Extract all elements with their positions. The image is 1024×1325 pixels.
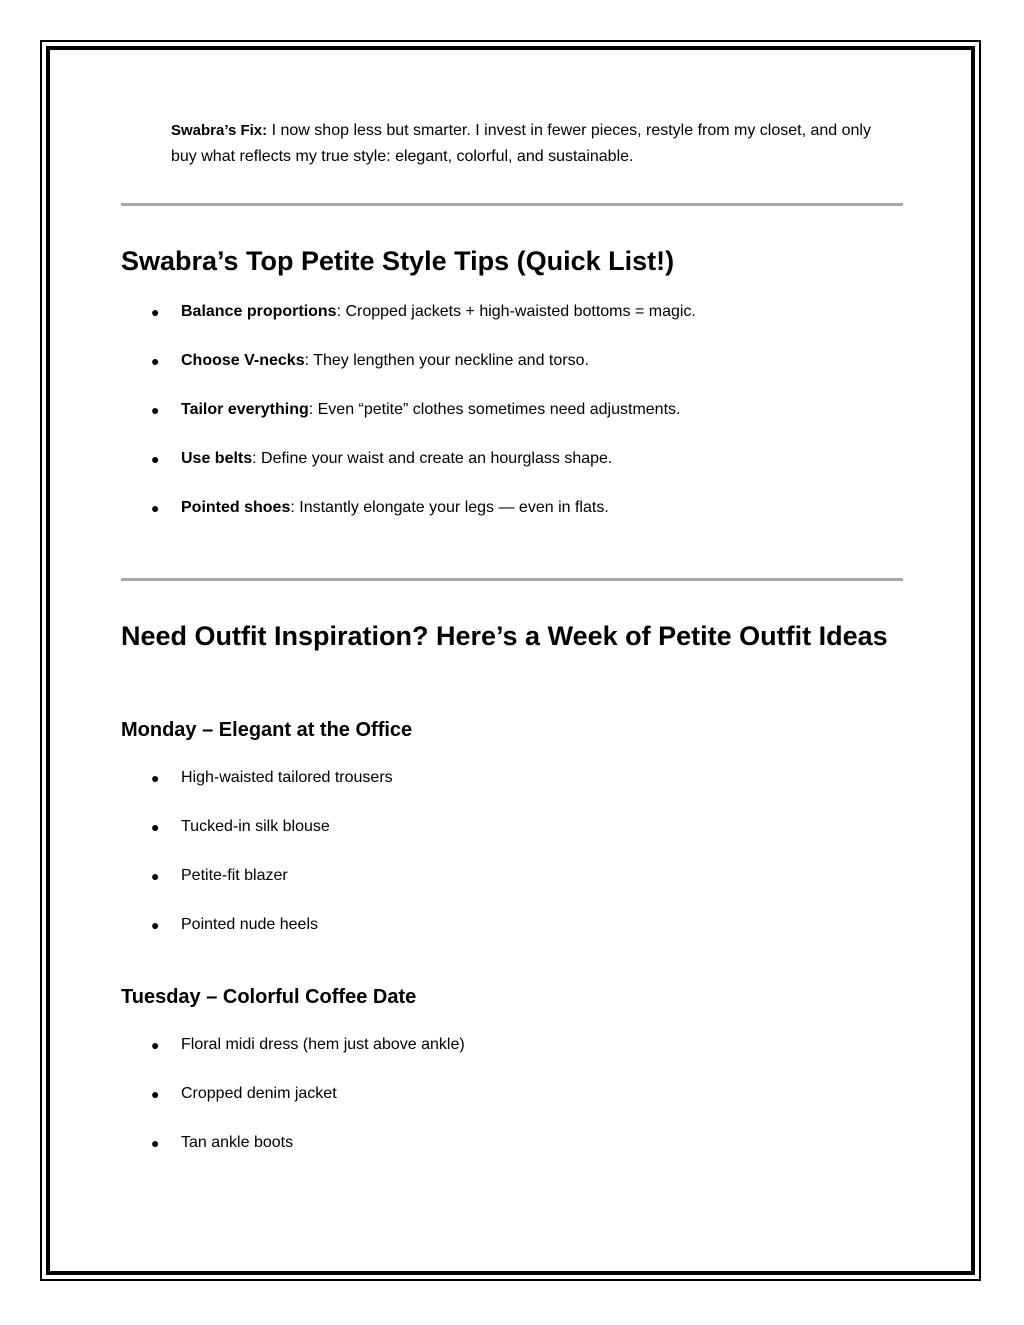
list-item: ● Pointed nude heels <box>151 916 318 933</box>
bullet-icon: ● <box>151 1037 160 1053</box>
list-item <box>121 498 881 547</box>
tuesday-heading: Tuesday – Colorful Coffee Date <box>121 986 417 1008</box>
tip-bold: Choose V-necks <box>181 352 305 369</box>
list-item: ● Tan ankle boots <box>151 1134 294 1151</box>
tip-text: : They lengthen your neckline and torso. <box>304 352 589 369</box>
tip-bold: Balance proportions <box>181 303 337 320</box>
tuesday-list <box>121 1035 881 1182</box>
intro-label: Swabra’s Fix: <box>171 122 268 139</box>
list-item: ● Cropped denim jacket <box>151 1085 337 1102</box>
bullet-icon: ● <box>151 353 160 369</box>
tip-bold: Pointed shoes <box>181 499 291 516</box>
bullet-icon: ● <box>151 770 160 786</box>
bullet-icon: ● <box>151 451 160 467</box>
outfits-heading: Need Outfit Inspiration? Here’s a Week of Petite Outfit Ideas <box>121 621 888 651</box>
bullet-icon: ● <box>151 917 160 933</box>
monday-list <box>121 768 881 964</box>
list-item: ● Tucked-in silk blouse <box>151 818 330 835</box>
bullet-icon: ● <box>151 402 160 418</box>
bullet-icon: ● <box>151 304 160 320</box>
tips-list <box>121 302 881 547</box>
tip-text: : Even “petite” clothes sometimes need adjustments. <box>308 401 681 418</box>
monday-heading: Monday – Elegant at the Office <box>121 719 413 741</box>
bullet-icon: ● <box>151 1135 160 1151</box>
list-item <box>121 351 881 400</box>
list-item: ● High-waisted tailored trousers <box>151 769 393 786</box>
tip-bold: Tailor everything <box>181 401 309 418</box>
intro-text: I now shop less but smarter. I invest in fewer pieces, restyle from my closet, and only buy what reflects my true style: elegant, colorful, and sustainable. <box>171 122 871 165</box>
list-item <box>121 302 881 351</box>
intro-paragraph <box>171 118 871 170</box>
tip-bold: Use belts <box>181 450 253 467</box>
divider-2 <box>121 578 903 581</box>
divider-1 <box>121 203 903 206</box>
list-item <box>121 449 881 498</box>
tips-heading: Swabra’s Top Petite Style Tips (Quick List!) <box>121 246 675 276</box>
list-item: ● Petite-fit blazer <box>151 867 288 884</box>
bullet-icon: ● <box>151 868 160 884</box>
bullet-icon: ● <box>151 1086 160 1102</box>
bullet-icon: ● <box>151 500 160 516</box>
list-item <box>121 400 881 449</box>
bullet-icon: ● <box>151 819 160 835</box>
list-item: ● Floral midi dress (hem just above ankle) <box>151 1036 465 1053</box>
tip-text: : Cropped jackets + high-waisted bottoms = magic. <box>336 303 696 320</box>
tip-text: : Define your waist and create an hourglass shape. <box>252 450 613 467</box>
tip-text: : Instantly elongate your legs — even in flats. <box>290 499 609 516</box>
